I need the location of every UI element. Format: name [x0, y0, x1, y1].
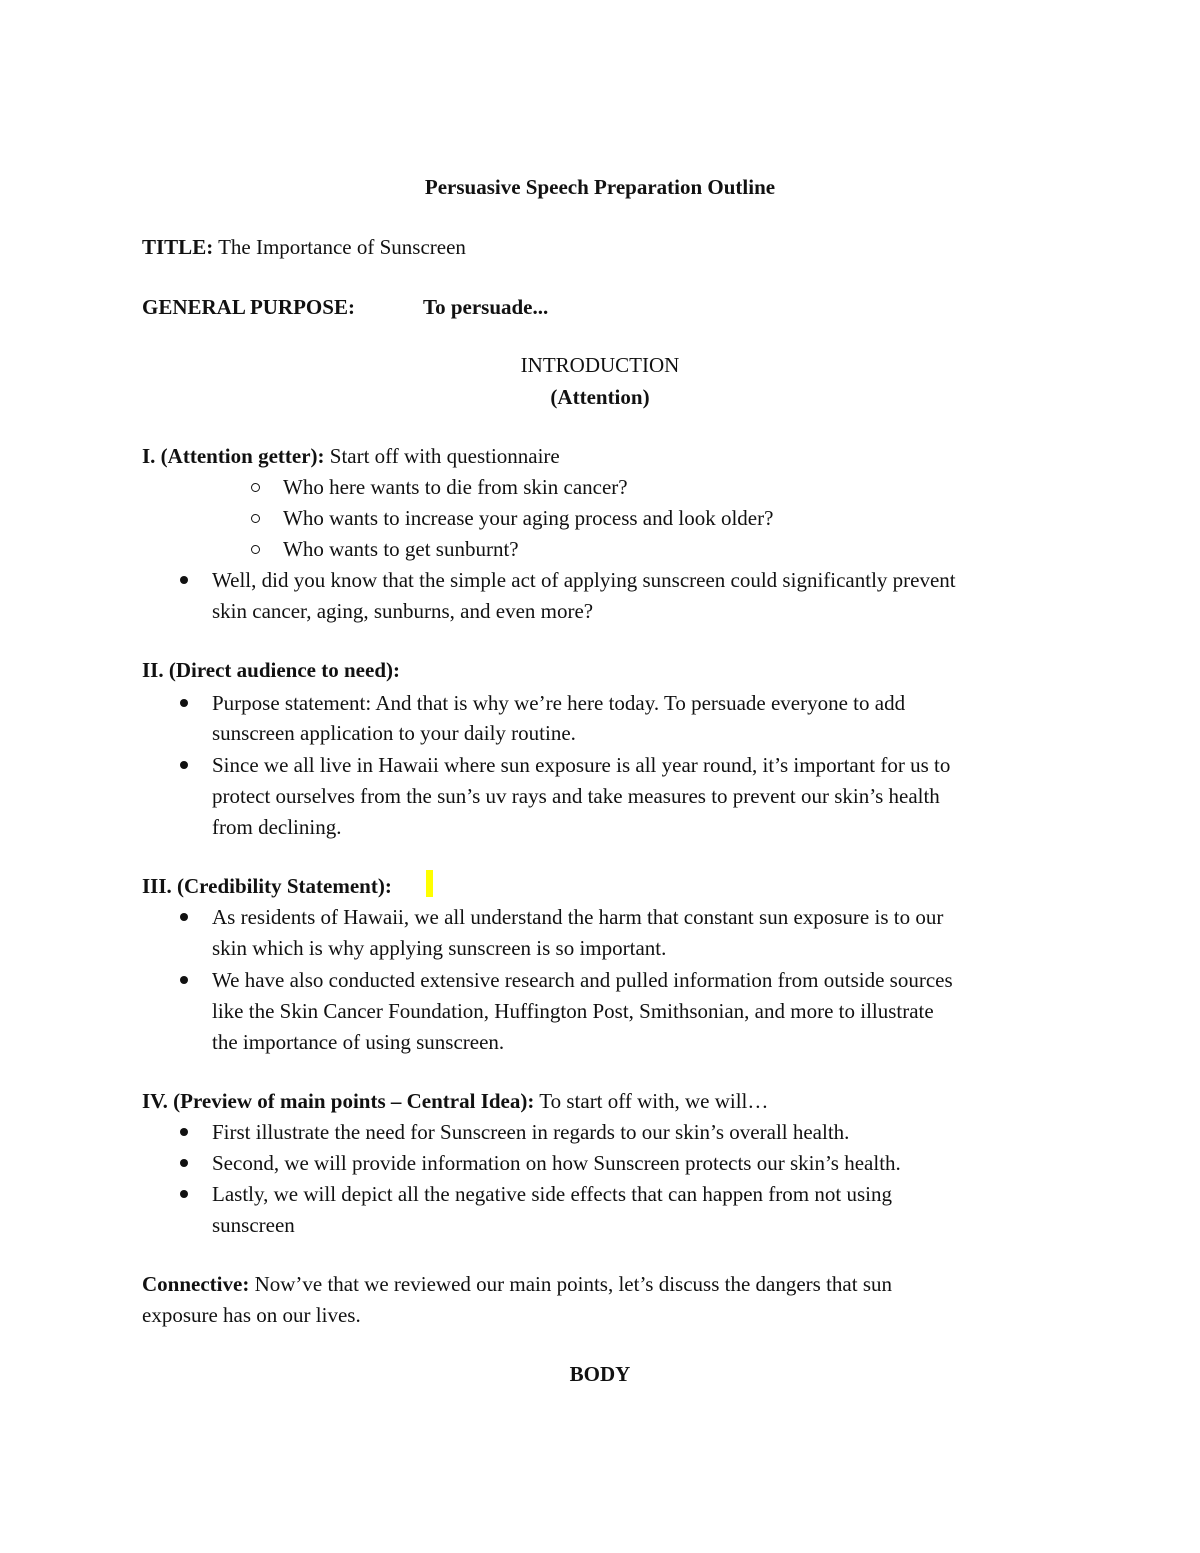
bullet-text: We have also conducted extensive research and pulled information from outside sources — [212, 968, 953, 992]
highlight-mark — [426, 870, 433, 897]
connective-row — [142, 1271, 892, 1297]
bullet-text: Well, did you know that the simple act of applying sunscreen could significantly prevent — [212, 568, 956, 592]
bullet-text: skin which is why applying sunscreen is so important. — [212, 936, 667, 960]
bullet-text: like the Skin Cancer Foundation, Huffington Post, Smithsonian, and more to illustrate — [212, 999, 934, 1023]
bullet-text: skin cancer, aging, sunburns, and even more? — [212, 599, 594, 623]
bullet-text: As residents of Hawaii, we all understand the harm that constant sun exposure is to our — [212, 905, 944, 929]
circle-bullet-icon — [251, 545, 260, 554]
title-label: TITLE: — [142, 235, 214, 259]
title-row — [142, 234, 466, 260]
bullet-text: sunscreen application to your daily routine. — [212, 721, 576, 745]
connective-label: Connective: — [142, 1272, 250, 1296]
section-4-text: To start off with, we will… — [539, 1089, 769, 1113]
sub-item: Who wants to get sunburnt? — [283, 537, 519, 561]
bullet-text: Purpose statement: And that is why we’re here today. To persuade everyone to add — [212, 691, 906, 715]
section-4-heading — [142, 1088, 768, 1114]
general-purpose-value: To persuade... — [423, 295, 549, 319]
bullet-text: First illustrate the need for Sunscreen in regards to our skin’s overall health. — [212, 1120, 850, 1144]
sub-item: Who here wants to die from skin cancer? — [283, 475, 628, 499]
section-4-label: IV. (Preview of main points – Central Idea): — [142, 1089, 535, 1113]
connective-text-continued: exposure has on our lives. — [142, 1303, 361, 1327]
general-purpose-label: GENERAL PURPOSE: — [142, 295, 355, 319]
bullet-icon — [180, 1128, 188, 1136]
title-value: The Importance of Sunscreen — [218, 235, 466, 259]
bullet-text: Since we all live in Hawaii where sun exposure is all year round, it’s important for us to — [212, 753, 951, 777]
circle-bullet-icon — [251, 514, 260, 523]
bullet-icon — [180, 761, 188, 769]
bullet-icon — [180, 576, 188, 584]
bullet-text: the importance of using sunscreen. — [212, 1030, 505, 1054]
bullet-text: protect ourselves from the sun’s uv rays and take measures to prevent our skin’s health — [212, 784, 940, 808]
section-3-heading: III. (Credibility Statement): — [142, 874, 392, 898]
body-heading: BODY — [569, 1362, 631, 1386]
connective-text: Now’ve that we reviewed our main points, let’s discuss the dangers that sun — [254, 1272, 893, 1296]
bullet-icon — [180, 976, 188, 984]
bullet-text: Lastly, we will depict all the negative side effects that can happen from not using — [212, 1182, 892, 1206]
section-2-heading: II. (Direct audience to need): — [142, 658, 400, 682]
section-1-text: Start off with questionnaire — [329, 444, 560, 468]
document-title: Persuasive Speech Preparation Outline — [424, 175, 776, 199]
sub-item: Who wants to increase your aging process and look older? — [283, 506, 774, 530]
bullet-text: sunscreen — [212, 1213, 295, 1237]
bullet-icon — [180, 699, 188, 707]
bullet-icon — [180, 1190, 188, 1198]
bullet-text: Second, we will provide information on how Sunscreen protects our skin’s health. — [212, 1151, 901, 1175]
bullet-icon — [180, 1159, 188, 1167]
bullet-text: from declining. — [212, 815, 342, 839]
introduction-subheading: (Attention) — [550, 385, 650, 409]
bullet-icon — [180, 913, 188, 921]
introduction-heading: INTRODUCTION — [520, 353, 680, 377]
circle-bullet-icon — [251, 483, 260, 492]
section-1-heading — [142, 443, 560, 469]
section-1-label: I. (Attention getter): — [142, 444, 325, 468]
